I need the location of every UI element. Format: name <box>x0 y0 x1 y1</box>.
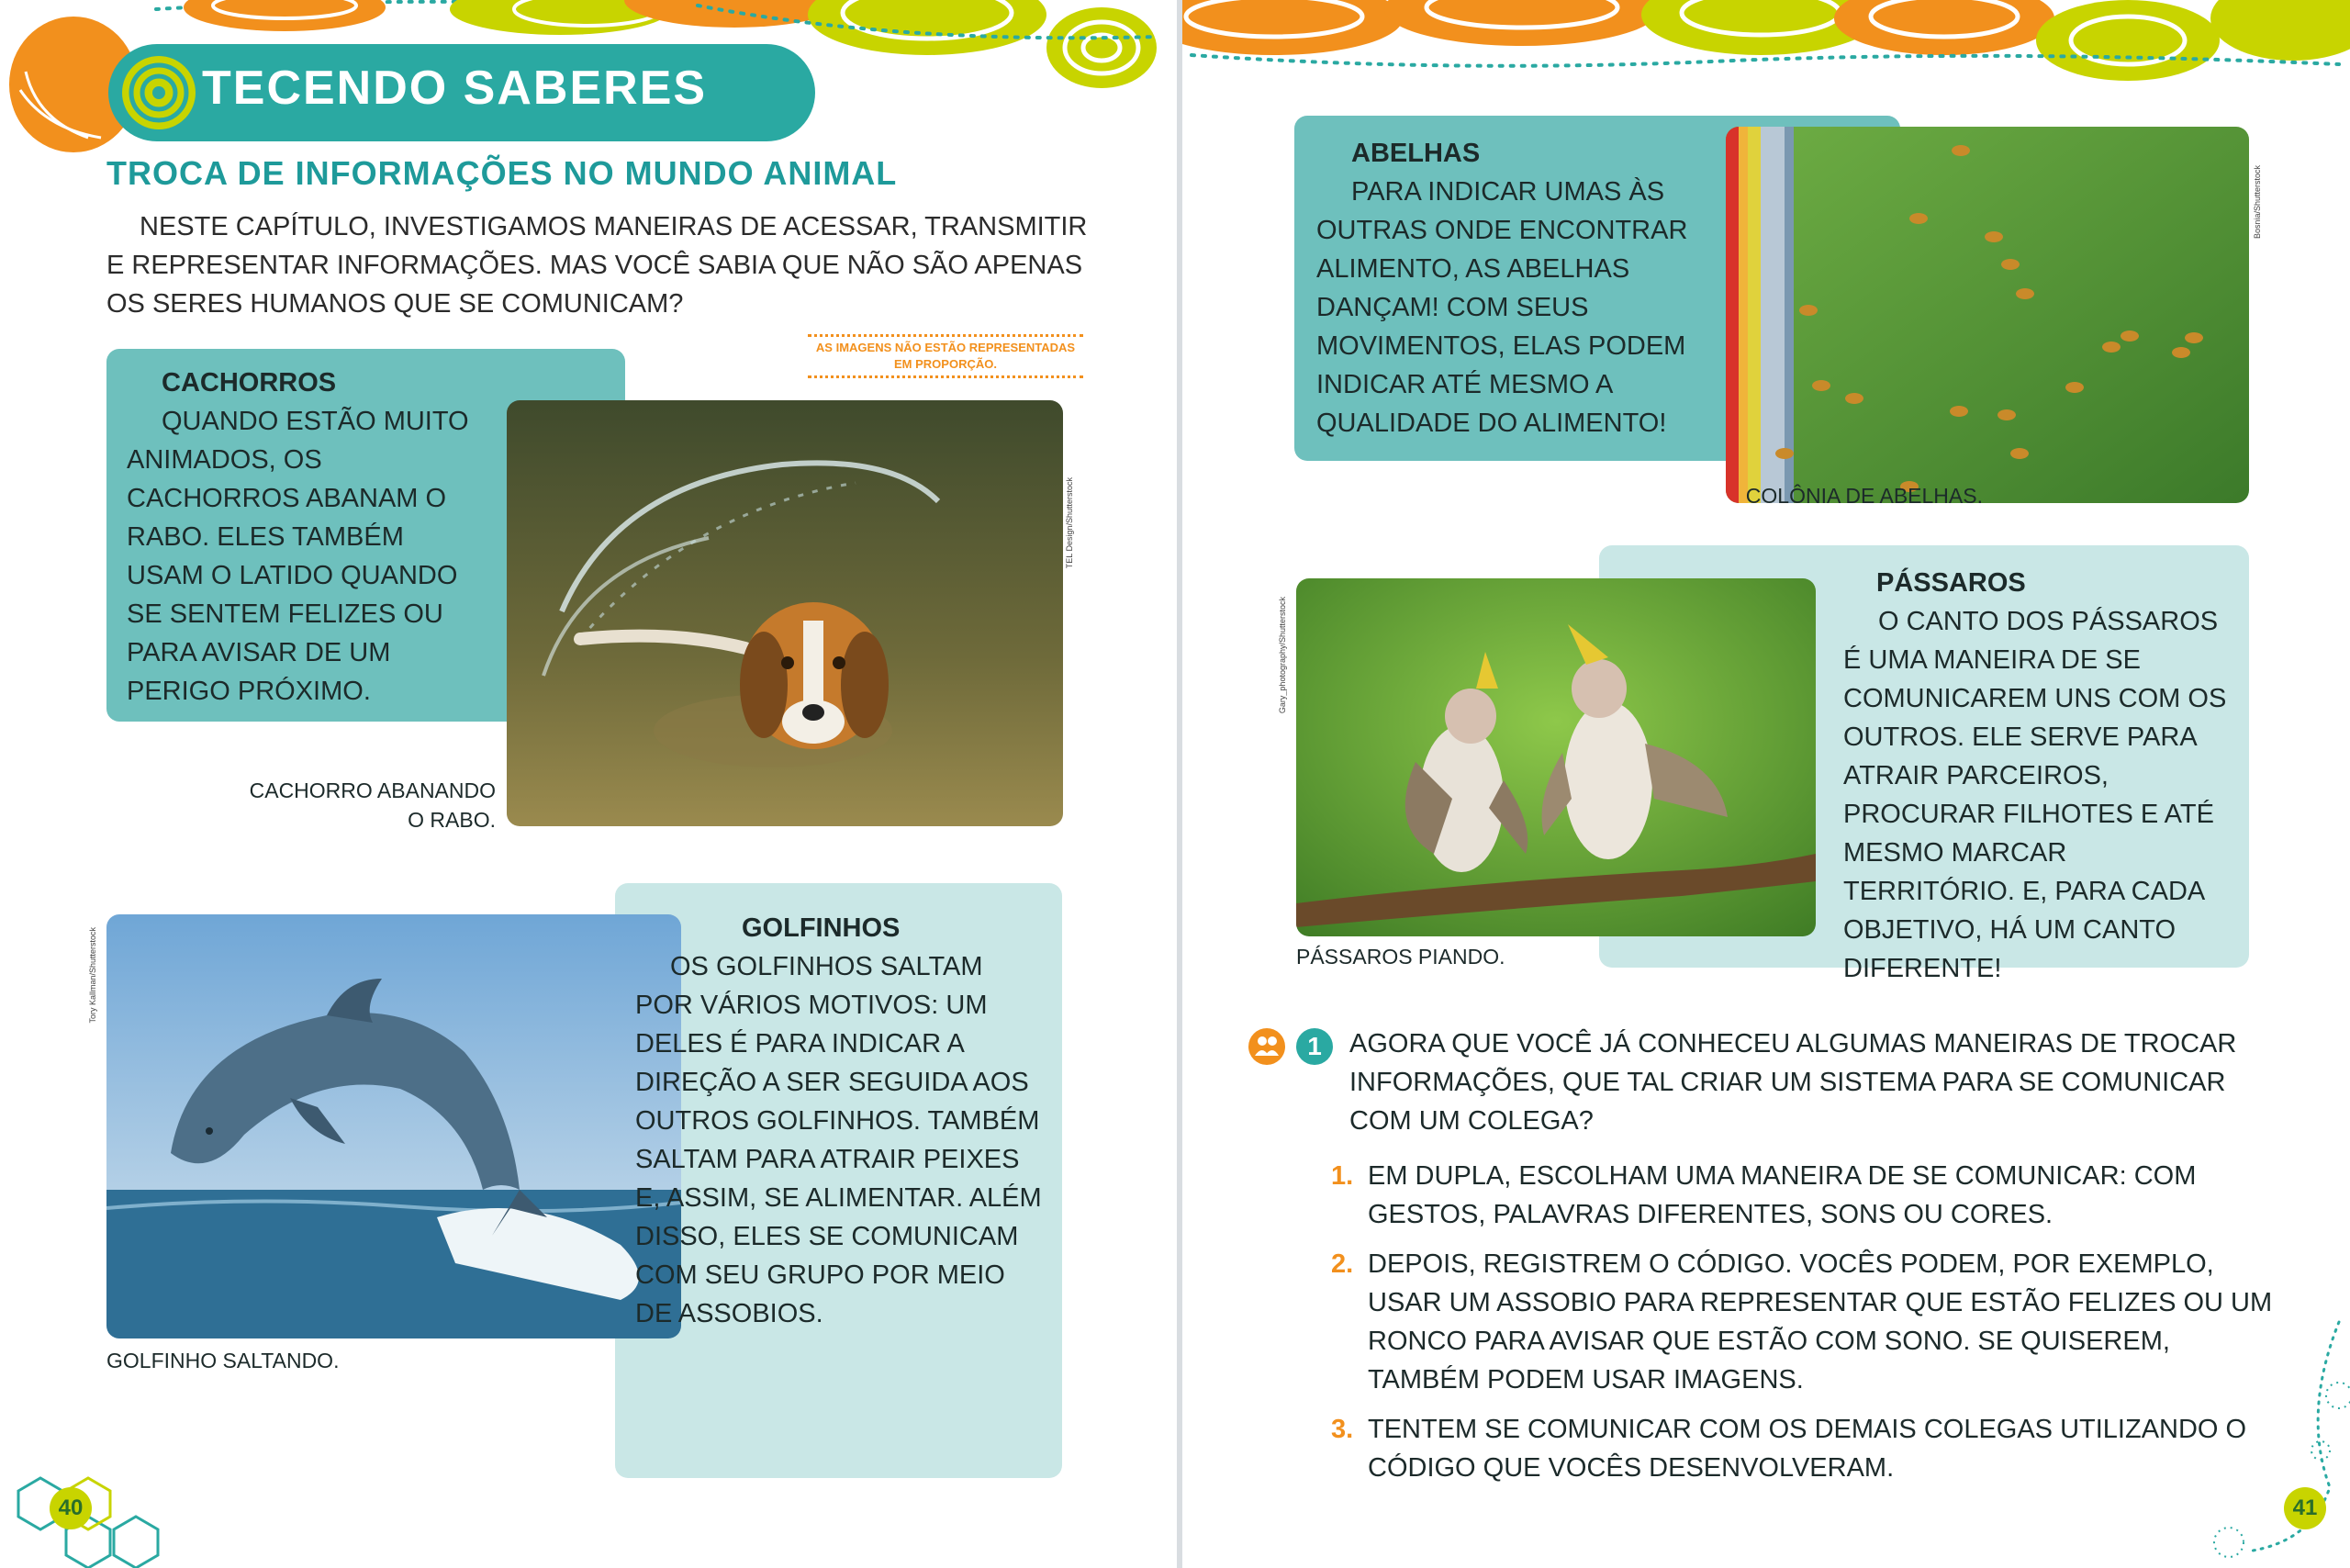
bees-caption: COLÔNIA DE ABELHAS. <box>1745 484 1983 508</box>
bees-body: PARA INDICAR UMAS ÀS OUTRAS ONDE ENCONTRAR ALIMENTO, AS ABELHAS DANÇAM! COM SEUS MOVIMENTOS, ELAS PODEM INDICAR ATÉ MESMO A QUALIDADE DO ALIMENTO! <box>1316 177 1688 438</box>
activity-step <box>1331 1157 2277 1234</box>
dolphins-caption: GOLFINHO SALTANDO. <box>106 1349 340 1372</box>
activity-number: 1 <box>1296 1028 1333 1065</box>
birds-photo <box>1296 578 1816 936</box>
dogs-title: CACHORROS <box>162 368 337 398</box>
proportion-note: AS IMAGENS NÃO ESTÃO REPRESENTADAS EM PROPORÇÃO. <box>808 334 1083 378</box>
section-title: TROCA DE INFORMAÇÕES NO MUNDO ANIMAL <box>106 154 898 192</box>
dolphin-photo <box>106 914 681 1338</box>
bees-credit: Bosnia/Shutterstock <box>2253 165 2262 240</box>
step-text: EM DUPLA, ESCOLHAM UMA MANEIRA DE SE COMUNICAR: COM GESTOS, PALAVRAS DIFERENTES, SONS OU CORES. <box>1368 1161 2197 1229</box>
dogs-credit: TEL Design/Shutterstock <box>1065 477 1074 569</box>
dolphins-text <box>635 909 1045 1333</box>
dogs-text <box>127 364 476 711</box>
group-people-icon <box>1248 1028 1285 1065</box>
birds-credit: Gary_photography/Shutterstock <box>1278 597 1287 714</box>
step-text: TENTEM SE COMUNICAR COM OS DEMAIS COLEGAS UTILIZANDO O CÓDIGO QUE VOCÊS DESENVOLVERAM. <box>1368 1415 2247 1483</box>
bees-photo <box>1726 127 2249 503</box>
step-number: 2. <box>1331 1249 1354 1279</box>
activity-step <box>1331 1410 2277 1487</box>
birds-caption: PÁSSAROS PIANDO. <box>1296 945 1505 969</box>
header-title: TECENDO SABERES <box>202 62 708 115</box>
page-number-left: 40 <box>50 1487 92 1529</box>
intro-paragraph: NESTE CAPÍTULO, INVESTIGAMOS MANEIRAS DE ACESSAR, TRANSMITIR E REPRESENTAR INFORMAÇÕES. MAS VOCÊ SABIA QUE NÃO SÃO APENAS OS SERES HUMANOS QUE SE COMUNICAM? <box>106 212 1088 319</box>
dolphins-credit: Tory Kallman/Shutterstock <box>88 927 97 1024</box>
hexagon-decoration <box>0 1450 184 1568</box>
page-number-right: 41 <box>2284 1487 2326 1529</box>
bees-text <box>1316 134 1702 442</box>
step-number: 1. <box>1331 1161 1354 1191</box>
dolphins-title: GOLFINHOS <box>742 913 901 943</box>
dog-photo <box>507 400 1063 826</box>
birds-text <box>1843 564 2229 988</box>
birds-title: PÁSSAROS <box>1876 568 2026 598</box>
step-number: 3. <box>1331 1415 1354 1444</box>
dolphins-body: OS GOLFINHOS SALTAM POR VÁRIOS MOTIVOS: UM DELES É PARA INDICAR A DIREÇÃO A SER SEGUIDA AOS OUTROS GOLFINHOS. TAMBÉM SALTAM PARA ATRAIR PEIXES E, ASSIM, SE ALIMENTAR. ALÉM DISSO, ELES SE COMUNICAM COM SEU GRUPO POR MEIO DE ASSOBIOS. <box>635 952 1042 1328</box>
dogs-body: QUANDO ESTÃO MUITO ANIMADOS, OS CACHORROS ABANAM O RABO. ELES TAMBÉM USAM O LATIDO QUANDO SE SENTEM FELIZES OU PARA AVISAR DE UM PERIGO PRÓXIMO. <box>127 407 469 706</box>
step-text: DEPOIS, REGISTREM O CÓDIGO. VOCÊS PODEM, POR EXEMPLO, USAR UM ASSOBIO PARA REPRESENTAR QUE ESTÃO FELIZES OU UM RONCO PARA AVISAR QUE ESTÃO COM SONO. SE QUISEREM, TAMBÉM PODEM USAR IMAGENS. <box>1368 1249 2273 1394</box>
activity-steps <box>1331 1157 2277 1498</box>
bees-title: ABELHAS <box>1351 139 1481 168</box>
header-decoration-right <box>1182 0 2350 119</box>
dogs-caption: CACHORRO ABANANDO O RABO. <box>249 778 496 832</box>
activity-step <box>1331 1245 2277 1399</box>
birds-body: O CANTO DOS PÁSSAROS É UMA MANEIRA DE SE COMUNICAREM UNS COM OS OUTROS. ELE SERVE PARA ATRAIR PARCEIROS, PROCURAR FILHOTES E ATÉ MESMO MARCAR TERRITÓRIO. E, PARA CADA OBJETIVO, HÁ UM CANTO DIFERENTE! <box>1843 607 2227 983</box>
activity-prompt: AGORA QUE VOCÊ JÁ CONHECEU ALGUMAS MANEIRAS DE TROCAR INFORMAÇÕES, QUE TAL CRIAR UM SISTEMA PARA SE COMUNICAR COM UM COLEGA? <box>1349 1029 2237 1136</box>
spiral-icon <box>118 51 200 134</box>
